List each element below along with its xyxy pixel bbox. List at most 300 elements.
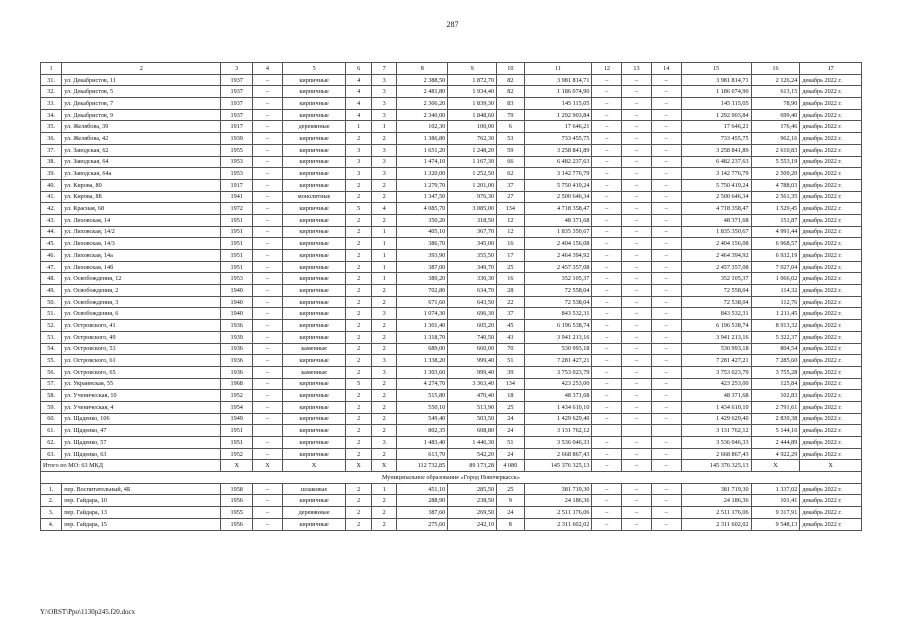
table-cell: 9 548,13 — [751, 518, 800, 530]
table-row — [41, 390, 862, 402]
table-cell: – — [651, 144, 681, 156]
table-cell: 843 532,31 — [681, 308, 751, 320]
table-cell: 56. — [41, 366, 62, 378]
table-cell: 1 835 350,67 — [681, 226, 751, 238]
table-cell: декабрь 2022 г. — [800, 355, 862, 367]
table-cell: 55. — [41, 355, 62, 367]
table-cell: – — [651, 203, 681, 215]
table-cell: – — [592, 74, 622, 86]
table-cell: 2 — [346, 133, 371, 145]
table-cell: 1. — [41, 483, 62, 495]
table-cell: 5 — [346, 203, 371, 215]
table-cell: 1955 — [221, 507, 253, 519]
table-cell: кирпичные — [282, 179, 346, 191]
table-cell: – — [592, 133, 622, 145]
table-cell: – — [253, 437, 283, 449]
table-cell: 2 388,50 — [397, 74, 448, 86]
table-row — [41, 331, 862, 343]
table-cell: 634,70 — [448, 285, 497, 297]
table-cell: 12 — [497, 214, 525, 226]
table-cell: – — [622, 285, 652, 297]
table-cell: – — [592, 226, 622, 238]
table-cell: – — [253, 238, 283, 250]
table-cell: кирпичные — [282, 214, 346, 226]
table-cell: 1951 — [221, 437, 253, 449]
table-cell: – — [253, 144, 283, 156]
table-cell: 46. — [41, 250, 62, 262]
table-cell: кирпичные — [282, 413, 346, 425]
table-cell: 381 719,30 — [681, 483, 751, 495]
table-cell: ул. Лиховская, 14/3 — [62, 238, 221, 250]
table-cell: 102,30 — [397, 121, 448, 133]
table-cell: – — [592, 156, 622, 168]
table-cell: 1 320,00 — [397, 168, 448, 180]
table-cell: 2 — [371, 320, 396, 332]
table-cell: 82 — [497, 74, 525, 86]
table-cell: – — [622, 74, 652, 86]
table-cell: 59. — [41, 401, 62, 413]
table-cell: декабрь 2022 г. — [800, 226, 862, 238]
table-cell: ул. Островского, 65 — [62, 366, 221, 378]
table-cell — [651, 425, 681, 437]
table-cell: – — [622, 121, 652, 133]
table-cell: 613,15 — [751, 86, 800, 98]
table-cell: 3 536 046,33 — [524, 437, 592, 449]
table-cell: – — [253, 507, 283, 519]
table-cell: – — [651, 226, 681, 238]
table-cell: 503,50 — [448, 413, 497, 425]
table-cell: – — [253, 179, 283, 191]
table-cell: 1936 — [221, 366, 253, 378]
table-cell: 58. — [41, 390, 62, 402]
table-cell: 24 — [497, 448, 525, 460]
table-cell: 1 429 629,40 — [524, 413, 592, 425]
table-cell: 2 457 357,08 — [681, 261, 751, 273]
column-number-cell: 3 — [221, 63, 253, 75]
table-cell: 51 — [497, 437, 525, 449]
table-cell: 1941 — [221, 191, 253, 203]
table-cell: монолитные — [282, 191, 346, 203]
table-cell: 699,40 — [751, 109, 800, 121]
table-row — [41, 109, 862, 121]
table-cell: – — [592, 448, 622, 460]
table-cell: – — [622, 507, 652, 519]
table-cell: – — [622, 86, 652, 98]
table-cell: кирпичные — [282, 156, 346, 168]
table-cell: декабрь 2022 г. — [800, 390, 862, 402]
table-cell: 5 750 419,24 — [681, 179, 751, 191]
table-cell: 999,40 — [448, 355, 497, 367]
table-cell: декабрь 2022 г. — [800, 507, 862, 519]
table-cell: декабрь 2022 г. — [800, 366, 862, 378]
table-cell: 2 — [346, 401, 371, 413]
column-number-cell: 10 — [497, 63, 525, 75]
table-cell: 35. — [41, 121, 62, 133]
table-cell: ул. Щаденко, 57 — [62, 437, 221, 449]
table-cell: 804,54 — [751, 343, 800, 355]
table-cell: – — [592, 483, 622, 495]
table-cell: – — [253, 366, 283, 378]
table-cell: пер. Гайдара, 13 — [62, 507, 221, 519]
table-cell: 1956 — [221, 495, 253, 507]
table-cell: – — [253, 98, 283, 110]
table-cell: 34. — [41, 109, 62, 121]
table-cell: 2 509,20 — [751, 168, 800, 180]
table-row — [41, 401, 862, 413]
total-cell: 145 376 325,13 — [681, 460, 751, 472]
table-row — [41, 98, 862, 110]
table-cell: 3 — [371, 366, 396, 378]
table-cell: 530 993,18 — [681, 343, 751, 355]
table-cell: декабрь 2022 г. — [800, 401, 862, 413]
table-cell: – — [253, 343, 283, 355]
table-cell: 608,80 — [448, 425, 497, 437]
table-cell: 1 434 610,10 — [681, 401, 751, 413]
table-cell: – — [651, 296, 681, 308]
table-row — [41, 273, 862, 285]
table-cell: – — [592, 437, 622, 449]
table-cell: 1 848,60 — [448, 109, 497, 121]
table-cell: 134 — [497, 203, 525, 215]
table-cell: 2 126,24 — [751, 74, 800, 86]
table-row — [41, 156, 862, 168]
table-cell: 1 — [371, 226, 396, 238]
table-cell: – — [622, 133, 652, 145]
table-cell: 3 — [371, 168, 396, 180]
table-cell: – — [622, 320, 652, 332]
table-cell: 1 303,60 — [397, 366, 448, 378]
table-cell: 3 — [371, 437, 396, 449]
table-cell: ул. Островского, 53 — [62, 343, 221, 355]
table-cell: 1 651,20 — [397, 144, 448, 156]
table-cell: 31. — [41, 74, 62, 86]
table-cell: 1 201,00 — [448, 179, 497, 191]
table-cell: кирпичные — [282, 448, 346, 460]
table-cell: деревянные — [282, 121, 346, 133]
table-cell: 2 — [371, 495, 396, 507]
table-cell: 1 318,70 — [397, 331, 448, 343]
table-cell: 36. — [41, 133, 62, 145]
table-cell: декабрь 2022 г. — [800, 425, 862, 437]
table-cell: 2 — [371, 518, 396, 530]
table-cell: 3 085,00 — [448, 203, 497, 215]
table-cell: декабрь 2022 г. — [800, 437, 862, 449]
table-cell: – — [651, 343, 681, 355]
table-cell: – — [253, 483, 283, 495]
table-cell: – — [253, 121, 283, 133]
table-row — [41, 507, 862, 519]
table-cell: 44. — [41, 226, 62, 238]
table-cell: 1 — [371, 273, 396, 285]
table-cell: декабрь 2022 г. — [800, 156, 862, 168]
table-cell — [592, 425, 622, 437]
table-cell: 2 306,20 — [397, 98, 448, 110]
table-cell: – — [651, 121, 681, 133]
table-cell: ул. Лиховская, 14/2 — [62, 226, 221, 238]
table-cell: декабрь 2022 г. — [800, 273, 862, 285]
table-cell: 1 338,20 — [397, 355, 448, 367]
table-cell: 2 — [371, 296, 396, 308]
table-cell: 550,10 — [397, 401, 448, 413]
table-cell: 50. — [41, 296, 62, 308]
total-row — [41, 460, 862, 472]
table-cell: 2 — [346, 296, 371, 308]
total-cell: Х — [371, 460, 396, 472]
table-cell: 2 — [346, 226, 371, 238]
table-cell: 5 750 419,24 — [524, 179, 592, 191]
table-row — [41, 191, 862, 203]
table-cell: 2 668 867,43 — [524, 448, 592, 460]
table-cell: – — [592, 296, 622, 308]
table-cell: 102,83 — [751, 390, 800, 402]
column-number-cell: 17 — [800, 63, 862, 75]
table-cell: ул. Ученическая, 10 — [62, 390, 221, 402]
table-cell: 3 142 776,79 — [681, 168, 751, 180]
table-cell: – — [651, 507, 681, 519]
total-cell: Х — [751, 460, 800, 472]
table-cell: 2 — [346, 250, 371, 262]
table-cell: кирпичные — [282, 378, 346, 390]
table-cell: 3 941 213,16 — [524, 331, 592, 343]
table-cell: 318,50 — [448, 214, 497, 226]
table-cell: кирпичные — [282, 518, 346, 530]
table-cell: 352 105,37 — [681, 273, 751, 285]
table-cell: 3. — [41, 507, 62, 519]
table-cell: – — [592, 203, 622, 215]
table-cell: кирпичные — [282, 109, 346, 121]
table-cell: 2 481,80 — [397, 86, 448, 98]
table-cell: 2 — [346, 366, 371, 378]
table-cell: – — [622, 261, 652, 273]
table-cell: 25 — [497, 401, 525, 413]
table-cell: 2 — [346, 238, 371, 250]
table-cell: 3 941 213,16 — [681, 331, 751, 343]
table-cell: 352 105,37 — [524, 273, 592, 285]
table-cell: – — [651, 378, 681, 390]
table-cell: – — [253, 261, 283, 273]
table-cell: 41. — [41, 191, 62, 203]
table-cell: ул. Красная, 68 — [62, 203, 221, 215]
table-cell: 48. — [41, 273, 62, 285]
table-cell: – — [592, 308, 622, 320]
table-cell: пер. Гайдара, 15 — [62, 518, 221, 530]
table-row — [41, 425, 862, 437]
table-cell: 2 311 602,02 — [524, 518, 592, 530]
table-cell: 1 — [371, 238, 396, 250]
table-cell: – — [253, 74, 283, 86]
table-cell: 740,50 — [448, 331, 497, 343]
table-cell: 3 — [371, 156, 396, 168]
table-cell: 843 532,31 — [524, 308, 592, 320]
table-cell: 2 464 394,92 — [681, 250, 751, 262]
table-cell: кирпичные — [282, 355, 346, 367]
table-cell: – — [622, 437, 652, 449]
table-row — [41, 179, 862, 191]
table-cell: 1 301,40 — [397, 320, 448, 332]
table-row — [41, 285, 862, 297]
table-cell: 53 — [497, 133, 525, 145]
table-cell: ул. Освобождения, 3 — [62, 296, 221, 308]
table-cell: 2 — [346, 179, 371, 191]
table-row — [41, 495, 862, 507]
table-cell: 671,60 — [397, 296, 448, 308]
table-cell: 3 536 046,33 — [681, 437, 751, 449]
table-cell: 2 — [346, 343, 371, 355]
table-cell: 100,00 — [448, 121, 497, 133]
table-cell: кирпичные — [282, 86, 346, 98]
table-cell: ул. Лиховская, 14а — [62, 250, 221, 262]
table-cell: – — [592, 86, 622, 98]
table-cell: 3 — [371, 308, 396, 320]
table-cell: 1917 — [221, 179, 253, 191]
table-cell: – — [592, 214, 622, 226]
table-cell: – — [622, 355, 652, 367]
table-cell: кирпичные — [282, 144, 346, 156]
table-cell: – — [622, 109, 652, 121]
table-cell: 1952 — [221, 448, 253, 460]
table-cell: 1 446,30 — [448, 437, 497, 449]
table-cell: – — [592, 507, 622, 519]
column-number-cell: 13 — [622, 63, 652, 75]
table-cell: 4 788,03 — [751, 179, 800, 191]
table-cell: – — [592, 495, 622, 507]
column-number-cell: 9 — [448, 63, 497, 75]
table-cell: 51 — [497, 355, 525, 367]
table-cell: 1 — [371, 250, 396, 262]
total-cell: 89 173,28 — [448, 460, 497, 472]
table-cell: декабрь 2022 г. — [800, 238, 862, 250]
table-cell: декабрь 2022 г. — [800, 179, 862, 191]
table-cell: – — [592, 518, 622, 530]
table-cell: декабрь 2022 г. — [800, 296, 862, 308]
table-row — [41, 168, 862, 180]
table-cell: – — [651, 261, 681, 273]
table-cell: 762,30 — [448, 133, 497, 145]
table-cell: кирпичные — [282, 273, 346, 285]
housing-register-table — [40, 62, 862, 531]
table-cell: 43 — [497, 331, 525, 343]
table-row — [41, 355, 862, 367]
table-cell: 1940 — [221, 308, 253, 320]
table-cell: 4 274,70 — [397, 378, 448, 390]
column-number-cell: 11 — [524, 63, 592, 75]
table-cell: – — [622, 296, 652, 308]
table-cell: 1 839,30 — [448, 98, 497, 110]
table-cell: 423 253,00 — [681, 378, 751, 390]
table-cell: – — [592, 98, 622, 110]
table-cell: 3 131 762,12 — [524, 425, 592, 437]
table-cell: 28 — [497, 285, 525, 297]
table-cell: 37 — [497, 179, 525, 191]
table-cell: 1 483,40 — [397, 437, 448, 449]
table-cell: 405,10 — [397, 226, 448, 238]
table-cell: 3 131 762,12 — [681, 425, 751, 437]
table-cell: – — [253, 390, 283, 402]
table-cell: ул. Освобождения, 2 — [62, 285, 221, 297]
table-cell: 1953 — [221, 156, 253, 168]
table-cell: 3 981 814,71 — [681, 74, 751, 86]
table-cell: 2 — [346, 518, 371, 530]
table-cell: – — [651, 331, 681, 343]
table-cell: пер. Гайдара, 10 — [62, 495, 221, 507]
table-row — [41, 366, 862, 378]
column-number-cell: 6 — [346, 63, 371, 75]
table-row — [41, 308, 862, 320]
table-cell: кирпичные — [282, 308, 346, 320]
table-cell: ул. Декабристов, 11 — [62, 74, 221, 86]
table-cell: 16 — [497, 238, 525, 250]
table-cell: 238,50 — [448, 495, 497, 507]
table-cell: – — [622, 273, 652, 285]
table-cell: ул. Заводская, 64а — [62, 168, 221, 180]
table-cell: 386,70 — [397, 238, 448, 250]
table-cell: – — [622, 448, 652, 460]
table-cell: 2 457 357,08 — [524, 261, 592, 273]
table-cell: 2 500 646,34 — [524, 191, 592, 203]
table-cell: – — [253, 518, 283, 530]
table-cell: 2 444,89 — [751, 437, 800, 449]
table-cell: 689,00 — [397, 343, 448, 355]
table-cell: 733 455,75 — [681, 133, 751, 145]
table-row — [41, 133, 862, 145]
table-cell: – — [622, 378, 652, 390]
table-cell: 1936 — [221, 355, 253, 367]
table-cell: – — [592, 285, 622, 297]
table-cell: 6 196 538,74 — [681, 320, 751, 332]
table-cell: 605,20 — [448, 320, 497, 332]
table-cell: 2 — [346, 495, 371, 507]
table-cell: 72 558,04 — [681, 285, 751, 297]
table-cell: – — [651, 355, 681, 367]
table-cell: 4 — [346, 98, 371, 110]
total-cell: Х — [221, 460, 253, 472]
table-cell: кирпичные — [282, 250, 346, 262]
table-cell: 4 991,44 — [751, 226, 800, 238]
table-cell: 1936 — [221, 320, 253, 332]
table-cell: 101,41 — [751, 495, 800, 507]
table-cell: 2 — [346, 413, 371, 425]
table-cell: – — [651, 390, 681, 402]
table-cell: 24 186,36 — [524, 495, 592, 507]
table-cell: 1917 — [221, 121, 253, 133]
table-cell: 1936 — [221, 343, 253, 355]
table-cell: 1951 — [221, 250, 253, 262]
table-cell: 61. — [41, 425, 62, 437]
table-cell: – — [651, 366, 681, 378]
table-cell: 72 538,04 — [524, 296, 592, 308]
table-cell: 2 610,83 — [751, 144, 800, 156]
table-cell: кирпичные — [282, 331, 346, 343]
table-cell: – — [622, 179, 652, 191]
table-cell: – — [651, 179, 681, 191]
column-number-cell: 16 — [751, 63, 800, 75]
table-cell: 2 — [371, 331, 396, 343]
table-cell: декабрь 2022 г. — [800, 168, 862, 180]
table-cell: 2 404 156,08 — [524, 238, 592, 250]
table-cell: 2 — [371, 425, 396, 437]
table-cell: 6 968,57 — [751, 238, 800, 250]
table-cell: 345,00 — [448, 238, 497, 250]
table-cell: 51. — [41, 308, 62, 320]
table-cell: декабрь 2022 г. — [800, 483, 862, 495]
table-cell: – — [592, 261, 622, 273]
table-cell: 24 — [497, 507, 525, 519]
table-cell: – — [592, 390, 622, 402]
table-cell: 1968 — [221, 378, 253, 390]
table-cell: – — [253, 308, 283, 320]
table-cell: – — [253, 86, 283, 98]
table-cell: 48 371,68 — [681, 390, 751, 402]
